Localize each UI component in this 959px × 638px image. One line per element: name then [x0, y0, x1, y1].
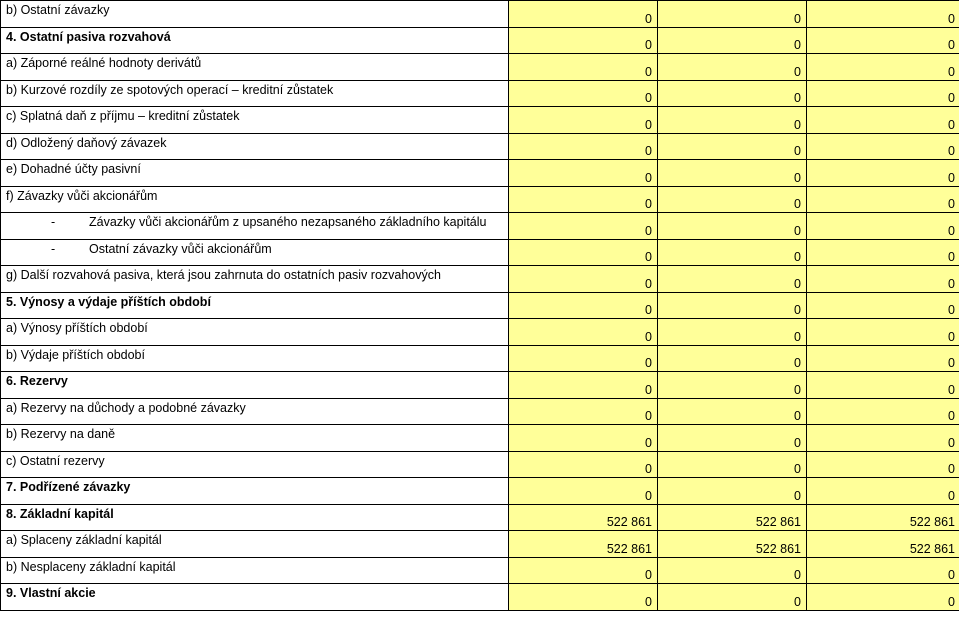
row-label-cell[interactable] [1, 160, 509, 187]
table-row [1, 133, 959, 160]
row-label-cell[interactable] [1, 266, 509, 293]
row-label: Závazky vůči akcionářům z upsaného nezapsaného základního kapitálu [89, 215, 487, 229]
row-label: d) Odložený daňový závazek [6, 135, 167, 150]
row-label-cell[interactable] [1, 478, 509, 505]
table-row [1, 80, 959, 107]
row-label: b) Rezervy na daně [6, 427, 116, 441]
row-label: b) Ostatní závazky [6, 3, 110, 17]
value-cell-2[interactable]: 0 [658, 1, 807, 28]
row-label-cell[interactable] [1, 372, 509, 399]
value-cell-3[interactable]: 0 [807, 478, 959, 505]
value-cell-2[interactable]: 0 [658, 266, 807, 293]
table-row [1, 186, 959, 213]
row-label-cell[interactable] [1, 239, 509, 266]
table-row [1, 292, 959, 319]
value-cell-2[interactable]: 522 861 [658, 504, 807, 531]
row-label: 4. Ostatní pasiva rozvahová [6, 29, 171, 44]
row-label-cell[interactable] [1, 425, 509, 452]
value-cell-3[interactable]: 0 [807, 160, 959, 187]
value-cell-3[interactable]: 0 [807, 213, 959, 240]
value-cell-3[interactable]: 0 [807, 133, 959, 160]
value-cell-2[interactable]: 0 [658, 557, 807, 584]
value-cell-3[interactable]: 0 [807, 54, 959, 81]
row-label-cell[interactable] [1, 398, 509, 425]
value-cell-2[interactable]: 0 [658, 319, 807, 346]
value-cell-3[interactable]: 0 [807, 292, 959, 319]
row-label: c) Splatná daň z příjmu – kreditní zůstatek [6, 109, 240, 123]
row-label-cell[interactable] [1, 54, 509, 81]
table-row [1, 160, 959, 187]
value-cell-2[interactable]: 0 [658, 425, 807, 452]
table-body [1, 1, 959, 611]
value-cell-2[interactable]: 0 [658, 345, 807, 372]
value-cell-2[interactable]: 0 [658, 160, 807, 187]
value-cell-1[interactable]: 0 [509, 80, 658, 107]
value-cell-2[interactable]: 0 [658, 372, 807, 399]
row-label-cell[interactable] [1, 186, 509, 213]
table-row [1, 319, 959, 346]
row-label: 5. Výnosy a výdaje příštích období [6, 294, 211, 309]
table-row [1, 425, 959, 452]
value-cell-1[interactable]: 0 [509, 584, 658, 611]
row-label: f) Závazky vůči akcionářům [6, 188, 158, 203]
value-cell-1[interactable]: 0 [509, 186, 658, 213]
value-cell-2[interactable]: 0 [658, 186, 807, 213]
value-cell-3[interactable]: 0 [807, 345, 959, 372]
table-row [1, 266, 959, 293]
table-row [1, 372, 959, 399]
row-label-cell[interactable] [1, 504, 509, 531]
row-label: a) Splaceny základní kapitál [6, 533, 162, 547]
row-label: b) Výdaje příštích období [6, 347, 145, 362]
value-cell-3[interactable]: 0 [807, 107, 959, 134]
row-label: g) Další rozvahová pasiva, která jsou zahrnuta do ostatních pasiv rozvahových [6, 268, 441, 282]
row-label: e) Dohadné účty pasivní [6, 162, 141, 176]
row-label: 7. Podřízené závazky [6, 480, 131, 494]
row-label: a) Výnosy příštích období [6, 321, 148, 335]
value-cell-3[interactable]: 0 [807, 319, 959, 346]
row-label-cell[interactable] [1, 107, 509, 134]
value-cell-3[interactable]: 0 [807, 425, 959, 452]
table-row [1, 531, 959, 558]
value-cell-2[interactable]: 0 [658, 54, 807, 81]
table-row [1, 398, 959, 425]
value-cell-2[interactable]: 0 [658, 292, 807, 319]
value-cell-1[interactable]: 522 861 [509, 504, 658, 531]
value-cell-1[interactable]: 0 [509, 54, 658, 81]
value-cell-2[interactable]: 0 [658, 239, 807, 266]
row-label-cell[interactable] [1, 584, 509, 611]
value-cell-3[interactable]: 522 861 [807, 504, 959, 531]
value-cell-1[interactable]: 0 [509, 292, 658, 319]
value-cell-1[interactable]: 0 [509, 319, 658, 346]
table-row [1, 239, 959, 266]
value-cell-1[interactable]: 0 [509, 478, 658, 505]
row-label: a) Rezervy na důchody a podobné závazky [6, 400, 246, 415]
row-label-cell[interactable] [1, 133, 509, 160]
table-row [1, 1, 959, 28]
value-cell-1[interactable]: 0 [509, 451, 658, 478]
row-label-cell[interactable] [1, 345, 509, 372]
value-cell-2[interactable]: 0 [658, 107, 807, 134]
value-cell-2[interactable]: 0 [658, 478, 807, 505]
dash-marker: - [51, 241, 56, 256]
dash-marker: - [51, 215, 56, 229]
value-cell-3[interactable]: 0 [807, 557, 959, 584]
value-cell-1[interactable]: 0 [509, 557, 658, 584]
value-cell-2[interactable]: 522 861 [658, 531, 807, 558]
row-label: a) Záporné reálné hodnoty derivátů [6, 56, 202, 70]
table-row [1, 584, 959, 611]
value-cell-1[interactable]: 0 [509, 160, 658, 187]
value-cell-1[interactable]: 0 [509, 1, 658, 28]
row-label-cell[interactable] [1, 557, 509, 584]
row-label-cell[interactable] [1, 319, 509, 346]
row-label-cell[interactable] [1, 80, 509, 107]
value-cell-2[interactable]: 0 [658, 398, 807, 425]
value-cell-1[interactable]: 0 [509, 398, 658, 425]
value-cell-3[interactable]: 0 [807, 186, 959, 213]
value-cell-2[interactable]: 0 [658, 80, 807, 107]
table-row [1, 54, 959, 81]
table-row [1, 345, 959, 372]
row-label-cell[interactable] [1, 451, 509, 478]
value-cell-1[interactable]: 0 [509, 107, 658, 134]
row-label-cell[interactable] [1, 531, 509, 558]
table-row [1, 27, 959, 54]
table-row [1, 107, 959, 134]
table-row [1, 451, 959, 478]
value-cell-3[interactable]: 0 [807, 1, 959, 28]
value-cell-3[interactable]: 522 861 [807, 531, 959, 558]
value-cell-1[interactable]: 0 [509, 372, 658, 399]
value-cell-3[interactable]: 0 [807, 372, 959, 399]
row-label: b) Kurzové rozdíly ze spotových operací – kreditní zůstatek [6, 82, 334, 97]
value-cell-1[interactable]: 522 861 [509, 531, 658, 558]
value-cell-2[interactable]: 0 [658, 213, 807, 240]
value-cell-2[interactable]: 0 [658, 451, 807, 478]
value-cell-3[interactable]: 0 [807, 266, 959, 293]
value-cell-1[interactable]: 0 [509, 425, 658, 452]
value-cell-3[interactable]: 0 [807, 80, 959, 107]
value-cell-1[interactable]: 0 [509, 133, 658, 160]
row-label: b) Nesplaceny základní kapitál [6, 559, 176, 574]
value-cell-1[interactable]: 0 [509, 239, 658, 266]
value-cell-3[interactable]: 0 [807, 584, 959, 611]
row-label: 8. Základní kapitál [6, 506, 114, 521]
table-row [1, 557, 959, 584]
table-row [1, 504, 959, 531]
value-cell-2[interactable]: 0 [658, 133, 807, 160]
row-label-cell[interactable] [1, 27, 509, 54]
value-cell-1[interactable]: 0 [509, 345, 658, 372]
row-label: 6. Rezervy [6, 374, 68, 388]
row-label-cell[interactable] [1, 213, 509, 240]
value-cell-1[interactable]: 0 [509, 27, 658, 54]
value-cell-3[interactable]: 0 [807, 27, 959, 54]
table-row [1, 478, 959, 505]
row-label-cell[interactable] [1, 292, 509, 319]
table-row [1, 213, 959, 240]
row-label: c) Ostatní rezervy [6, 453, 105, 468]
value-cell-3[interactable]: 0 [807, 451, 959, 478]
row-label: 9. Vlastní akcie [6, 586, 96, 600]
value-cell-1[interactable]: 0 [509, 213, 658, 240]
value-cell-1[interactable]: 0 [509, 266, 658, 293]
value-cell-3[interactable]: 0 [807, 239, 959, 266]
row-label-cell[interactable] [1, 1, 509, 28]
row-label: Ostatní závazky vůči akcionářům [89, 241, 272, 256]
value-cell-2[interactable]: 0 [658, 27, 807, 54]
value-cell-3[interactable]: 0 [807, 398, 959, 425]
value-cell-2[interactable]: 0 [658, 584, 807, 611]
